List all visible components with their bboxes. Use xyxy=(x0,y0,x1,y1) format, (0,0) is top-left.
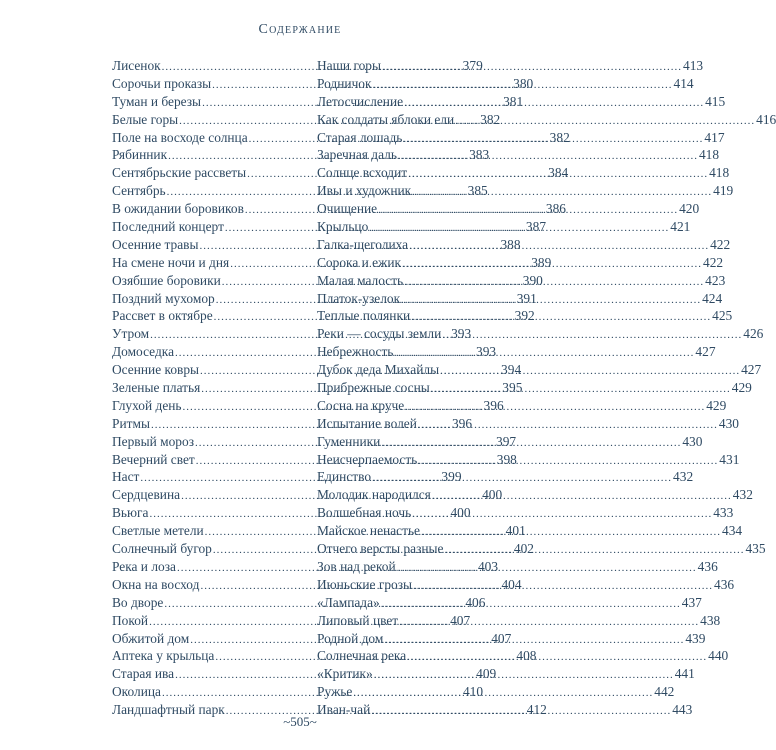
toc-entry-page: 429 xyxy=(731,380,752,396)
toc-entry-title: Ружье xyxy=(317,684,353,700)
toc-entry xyxy=(317,415,739,433)
dot-leader xyxy=(394,345,694,363)
toc-entry-title: Последний концерт xyxy=(112,219,224,235)
toc-entry-page: 408 xyxy=(516,648,537,664)
toc-entry-title: Летосчисление xyxy=(317,93,404,109)
toc-entry-title: Рябинник xyxy=(112,147,168,163)
toc-entry-title: «Лампада» xyxy=(317,594,380,610)
toc-entry-page: 390 xyxy=(522,272,543,288)
dot-leader xyxy=(381,596,681,614)
toc-entry-page: 439 xyxy=(685,630,706,646)
toc-entry-title: Отчего версты разные xyxy=(317,541,444,557)
toc-entry-page: 406 xyxy=(465,594,486,610)
toc-entry-page: 388 xyxy=(500,236,521,252)
dot-leader xyxy=(409,238,709,256)
toc-entry-page: 389 xyxy=(531,254,552,270)
toc-entry-title: Дубок деда Михайлы xyxy=(317,362,440,378)
toc-entry-page: 387 xyxy=(525,219,547,235)
toc-entry-title: Родничок xyxy=(317,75,372,91)
toc-entry-title: Крыльцо xyxy=(317,219,369,235)
toc-entry-page: 442 xyxy=(654,684,675,700)
toc-entry-title: Покой xyxy=(112,612,149,628)
toc-entry-title: Реки — сосуды земли xyxy=(317,326,442,342)
toc-entry-page: 424 xyxy=(702,290,723,306)
toc-entry-page: 396 xyxy=(483,397,504,413)
toc-entry-title: Сорока и ежик xyxy=(317,254,401,270)
toc-entry-page: 417 xyxy=(704,129,725,145)
toc-entry-page: 400 xyxy=(450,505,471,521)
toc-entry-page: 416 xyxy=(756,111,776,127)
toc-entry-title: Заречная даль xyxy=(317,147,397,163)
toc-entry-page: 398 xyxy=(496,451,517,467)
toc-entry-title: Небрежность xyxy=(317,344,394,360)
toc-entry xyxy=(317,486,753,504)
toc-entry-title: Гуменники xyxy=(317,433,381,449)
toc-entry-title: Ивы и художник xyxy=(317,183,412,199)
dot-leader xyxy=(382,59,682,77)
dot-leader xyxy=(401,292,701,310)
dot-leader xyxy=(402,256,702,274)
toc-entry-title: Испытание волей xyxy=(317,415,417,431)
toc-entry-title: Поле на восходе солнца xyxy=(112,129,248,145)
dot-leader xyxy=(411,309,711,327)
toc-entry-page: 432 xyxy=(673,469,694,485)
dot-leader xyxy=(407,649,707,667)
dot-leader xyxy=(399,614,699,632)
toc-entry-page: 397 xyxy=(496,433,517,449)
toc-entry-page: 380 xyxy=(513,75,534,91)
toc-entry-title: Осенние травы xyxy=(112,236,199,252)
dot-leader xyxy=(421,524,721,542)
toc-entry-title: Вьюга xyxy=(112,505,149,521)
toc-entry-title: Очищение xyxy=(317,201,378,217)
dot-leader xyxy=(405,399,705,417)
toc-entry-page: 427 xyxy=(695,344,716,360)
toc-entry-title: Июньские грозы xyxy=(317,576,413,592)
dot-leader xyxy=(381,435,681,453)
dot-leader xyxy=(412,184,712,202)
toc-entry-title: Наши горы xyxy=(317,58,381,73)
toc-entry-page: 413 xyxy=(683,58,704,73)
dot-leader xyxy=(404,274,704,292)
toc-entry-page: 381 xyxy=(503,93,524,109)
toc-entry-title: Солнечная река xyxy=(317,648,407,664)
toc-entry-title: Ландшафтный парк xyxy=(112,702,225,718)
toc-entry-page: 395 xyxy=(502,380,523,396)
toc-entry-title: Вечерний свет xyxy=(112,451,195,467)
toc-entry-page: 400 xyxy=(482,487,503,503)
dot-leader xyxy=(397,560,697,578)
dot-leader xyxy=(373,77,673,95)
dot-leader xyxy=(408,166,708,184)
toc-entry-page: 419 xyxy=(713,183,734,199)
toc-entry xyxy=(317,182,734,200)
toc-entry xyxy=(317,146,720,164)
toc-entry-page: 407 xyxy=(491,630,512,646)
toc-entry xyxy=(317,343,716,361)
dot-leader xyxy=(431,381,731,399)
toc-entry-page: 430 xyxy=(718,415,739,431)
dot-leader xyxy=(384,632,684,650)
toc-entry-page: 393 xyxy=(451,326,472,342)
toc-entry-page: 440 xyxy=(708,648,729,664)
toc-entry-page: 443 xyxy=(672,702,693,718)
toc-entry-page: 427 xyxy=(741,362,762,378)
toc-entry-title: Лисенок xyxy=(112,58,161,73)
toc-entry-page: 407 xyxy=(450,612,471,628)
toc-entry-page: 383 xyxy=(469,147,490,163)
toc-entry-title: Сорочьи проказы xyxy=(112,75,212,91)
toc-entry-title: Сентябрьские рассветы xyxy=(112,165,247,181)
toc-entry-page: 430 xyxy=(682,433,703,449)
toc-entry-page: 396 xyxy=(451,415,473,431)
toc-entry-page: 414 xyxy=(673,75,694,91)
dot-leader xyxy=(369,220,669,238)
toc-entry-title: Глухой день xyxy=(112,397,182,413)
dot-leader xyxy=(432,488,732,506)
toc-entry-title: Сентябрь xyxy=(112,183,166,199)
dot-leader xyxy=(440,363,740,381)
toc-entry-page: 426 xyxy=(743,326,764,342)
toc-entry-page: 382 xyxy=(549,129,570,145)
toc-entry-title: Светлые метели xyxy=(112,523,204,539)
toc-entry-title: Прибрежные сосны xyxy=(317,380,430,396)
toc-entry-page: 402 xyxy=(513,541,534,557)
toc-entry-page: 410 xyxy=(462,684,484,700)
toc-entry-title: Зеленые платья xyxy=(112,380,201,396)
toc-entry-title: Ритмы xyxy=(112,415,150,431)
toc-entry-page: 384 xyxy=(548,165,569,181)
toc-entry xyxy=(317,683,675,701)
toc-entry-page: 422 xyxy=(710,236,731,252)
toc-entry-page: 429 xyxy=(706,397,727,413)
toc-entry xyxy=(317,665,695,683)
toc-entry-page: 418 xyxy=(698,147,720,163)
toc-entry-page: 386 xyxy=(545,201,566,217)
toc-entry-page: 431 xyxy=(719,451,740,467)
toc-entry-page: 392 xyxy=(514,308,535,324)
toc-entry-page: 382 xyxy=(480,111,501,127)
toc-entry-page: 399 xyxy=(441,469,462,485)
page-number: ~505~ xyxy=(283,714,317,729)
toc-entry-title: Как солдаты яблоки ели xyxy=(317,111,455,127)
toc-entry-title: «Критик» xyxy=(317,666,373,682)
toc-entry-page: 379 xyxy=(462,58,483,73)
toc-entry-title: Домоседка xyxy=(112,344,175,360)
toc-entry-page: 418 xyxy=(709,165,730,181)
toc-entry-title: Первый мороз xyxy=(112,433,194,449)
toc-entry-title: Сердцевина xyxy=(112,487,181,503)
toc-entry-page: 394 xyxy=(501,362,522,378)
toc-entry-title: Во дворе xyxy=(112,594,164,610)
toc-entry-title: Утром xyxy=(112,326,150,342)
toc-entry-title: Окна на восход xyxy=(112,576,200,592)
toc-entry xyxy=(317,468,694,486)
toc-entry-page: 438 xyxy=(700,612,721,628)
toc-entry-page: 415 xyxy=(705,93,726,109)
toc-entry-page: 436 xyxy=(697,558,718,574)
toc-entry xyxy=(317,57,704,75)
toc-entry-title: Малая малость xyxy=(317,272,404,288)
toc-entry-page: 420 xyxy=(679,201,700,217)
toc-entry-title: Старая лошадь xyxy=(317,129,403,145)
page-title: Содержание xyxy=(258,22,342,37)
dot-leader xyxy=(398,148,698,166)
toc-entry-page: 432 xyxy=(732,487,753,503)
toc-entry-title: Белые горы xyxy=(112,111,179,127)
toc-entry-page: 422 xyxy=(703,254,724,270)
toc-entry-title: Платок-узелок xyxy=(317,290,401,306)
toc-entry-title: Липовый цвет xyxy=(317,612,399,628)
toc-entry-page: 404 xyxy=(501,576,522,592)
toc-entry-title: Сосна на круче xyxy=(317,397,405,413)
toc-entry-title: Обжитой дом xyxy=(112,630,190,646)
toc-entry-title: Озябшие боровики xyxy=(112,272,221,288)
toc-entry-page: 401 xyxy=(505,523,526,539)
toc-entry-page: 423 xyxy=(705,272,726,288)
toc-entry-page: 409 xyxy=(476,666,497,682)
toc-entry xyxy=(317,558,718,576)
toc-entry-title: Наст xyxy=(112,469,140,485)
toc-entry-title: Теплые полянки xyxy=(317,308,411,324)
dot-leader xyxy=(412,506,712,524)
toc-entry-title: Туман и березы xyxy=(112,93,202,109)
toc-entry-page: 403 xyxy=(477,558,499,574)
dot-leader xyxy=(353,685,653,703)
dot-leader xyxy=(403,131,703,149)
toc-entry-title: Осенние ковры xyxy=(112,362,200,378)
toc-entry xyxy=(317,504,734,522)
toc-entry-title: Галка-щеголиха xyxy=(317,236,409,252)
toc-entry xyxy=(317,111,776,129)
toc-entry-page: 441 xyxy=(674,666,695,682)
toc-entry-page: 393 xyxy=(476,344,497,360)
toc-entry-page: 437 xyxy=(681,594,702,610)
toc-entry-page: 385 xyxy=(467,183,488,199)
toc-entry-title: Иван-чай xyxy=(317,702,371,718)
toc-entry-page: 412 xyxy=(526,702,547,718)
toc-entry-title: Рассвет в октябре xyxy=(112,308,213,324)
toc-entry xyxy=(317,397,727,415)
toc-entry-title: Единство xyxy=(317,469,372,485)
toc-entry-title: Зов над рекой xyxy=(317,558,396,574)
toc-entry-title: На смене ночи и дня xyxy=(112,254,230,270)
dot-leader xyxy=(418,417,718,435)
toc-entry-page: 421 xyxy=(670,219,691,235)
toc-entry-page: 435 xyxy=(745,541,766,557)
toc-entry-page: 425 xyxy=(712,308,733,324)
toc-entry-page: 436 xyxy=(714,576,735,592)
toc-entry-page: 433 xyxy=(713,505,734,521)
toc-entry-title: Околица xyxy=(112,684,161,700)
toc-entry-title: В ожидании боровиков xyxy=(112,201,244,217)
toc-entry-title: Река и лоза xyxy=(112,558,176,574)
dot-leader xyxy=(378,202,678,220)
toc-entry-title: Родной дом xyxy=(317,630,384,646)
toc-entry xyxy=(317,594,702,612)
toc-entry xyxy=(317,612,721,630)
toc-entry-title: Старая ива xyxy=(112,666,175,682)
dot-leader xyxy=(374,667,674,685)
toc-entry-title: Волшебная ночь xyxy=(317,505,412,521)
toc-entry-title: Майское ненастье xyxy=(317,523,420,539)
toc-entry-page: 434 xyxy=(722,523,743,539)
toc-entry-title: Неисчерпаемость xyxy=(317,451,418,467)
toc-entry-page: 391 xyxy=(516,290,537,306)
toc-entry xyxy=(317,325,764,343)
toc-entry-title: Аптека у крыльца xyxy=(112,648,215,664)
toc-entry-title: Солнечный бугор xyxy=(112,541,212,557)
toc-entry-title: Поздний мухомор xyxy=(112,290,215,306)
toc-entry-title: Молодик народился xyxy=(317,487,431,503)
toc-entry-title: Солнце всходит xyxy=(317,165,408,181)
dot-leader xyxy=(413,578,713,596)
